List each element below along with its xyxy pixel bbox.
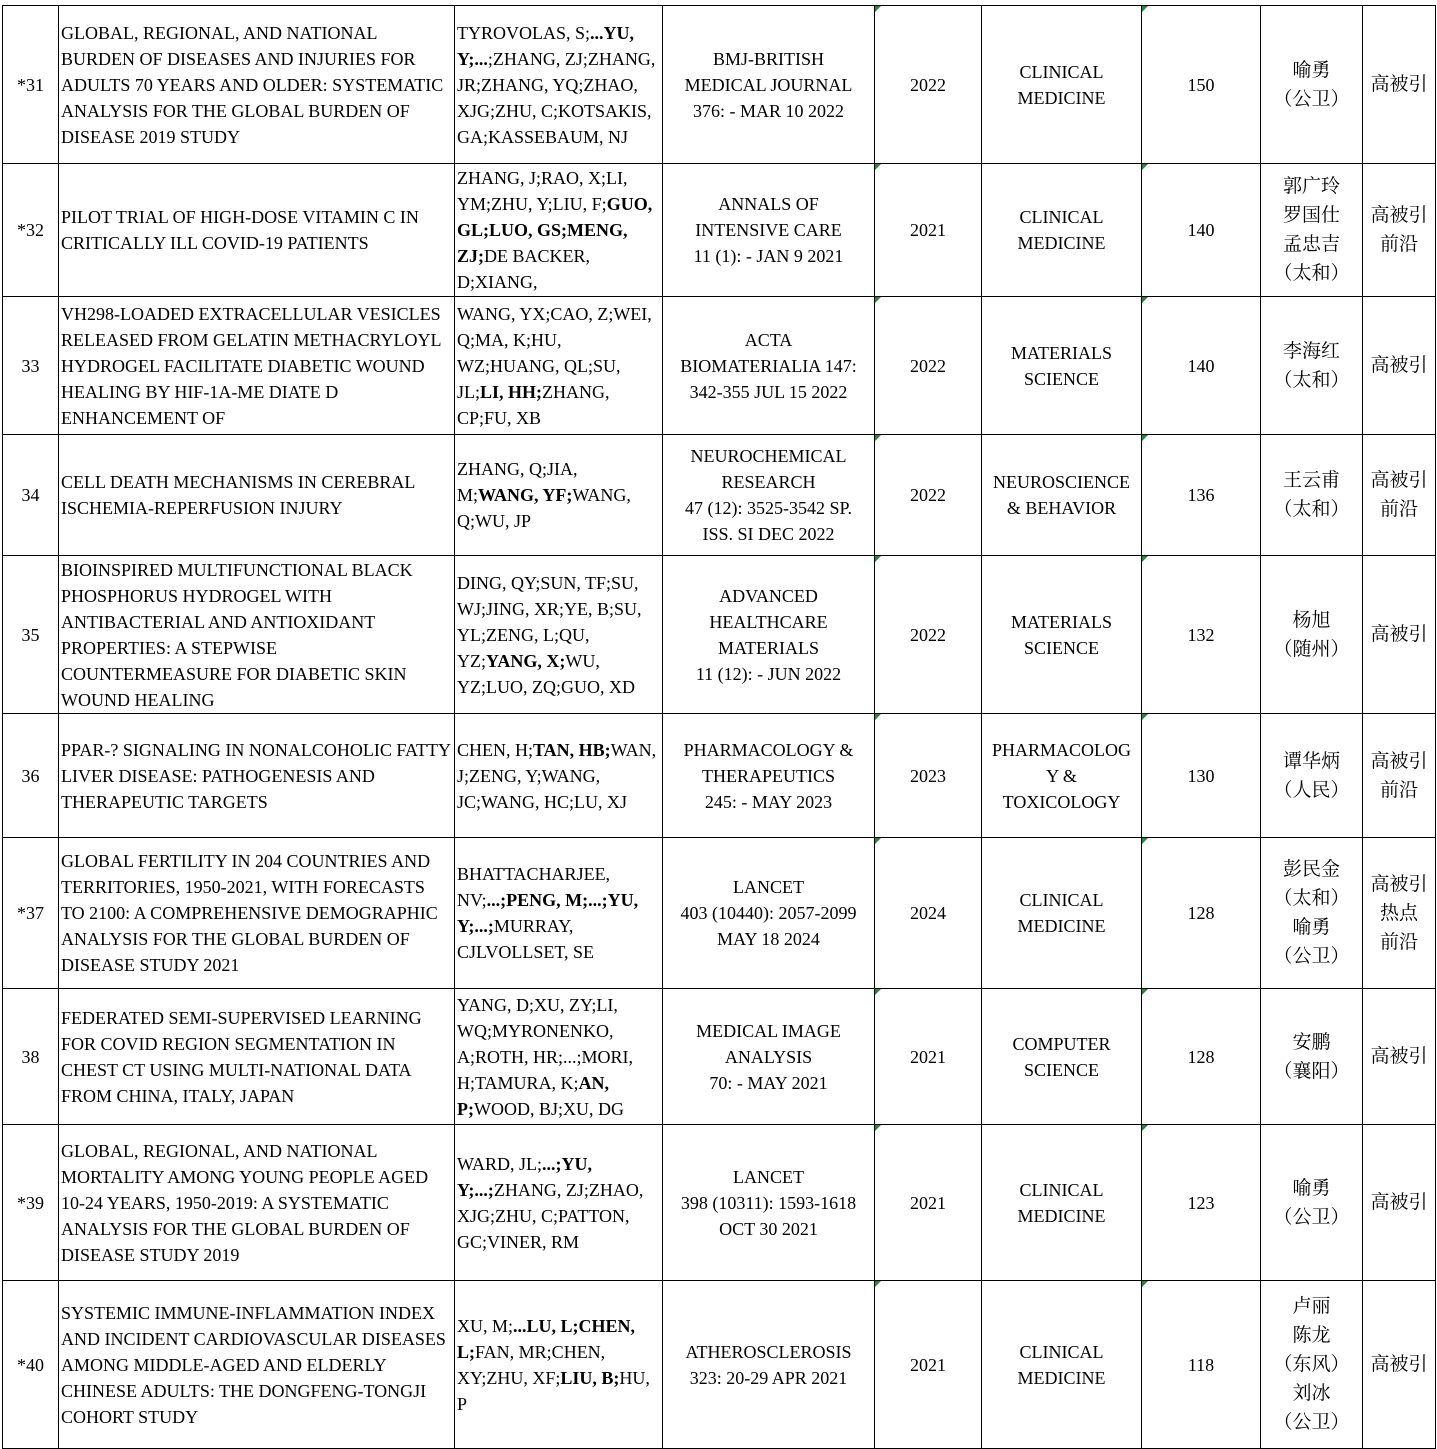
row-number: *31 (3, 6, 59, 164)
tags-line: 热点 (1379, 901, 1418, 924)
highlighted-author: ...YU, Y;... (457, 22, 635, 69)
author-text: ZHANG, Q;JIA, M; (457, 459, 578, 505)
journal-cell (663, 1281, 875, 1449)
table-row (3, 164, 1436, 297)
paper-title: CELL DEATH MECHANISMS IN CEREBRAL ISCHEMIA-REPERFUSION INJURY (59, 435, 455, 556)
persons-line: 王云甫 (1282, 469, 1340, 491)
field-line: MATERIALS (1010, 342, 1112, 363)
persons-line: （东风） (1273, 1353, 1350, 1375)
citations-cell: 128 (1142, 838, 1261, 989)
persons-line: 李海红 (1282, 339, 1340, 362)
paper-title: FEDERATED SEMI-SUPERVISED LEARNING FOR COVID REGION SEGMENTATION IN CHEST CT USING MULTI-NATIONAL DATA FROM CHINA, ITALY, JAPAN (59, 989, 455, 1125)
row-number: 35 (3, 556, 59, 714)
tag-cell (1363, 164, 1436, 297)
person-cell (1261, 838, 1363, 989)
field-line: CLINICAL (1019, 207, 1104, 227)
journal-line: ISS. SI DEC 2022 (702, 524, 835, 544)
table-row (3, 989, 1436, 1125)
person-cell (1261, 6, 1363, 164)
highlighted-author: LIU, B; (560, 1367, 620, 1388)
persons-line: （太和） (1273, 368, 1350, 391)
field-line: CLINICAL (1019, 61, 1104, 82)
field-line: TOXICOLOGY (1002, 791, 1121, 812)
journal-line: MATERIALS (717, 637, 819, 658)
author-text: ZHANG, ZJ;ZHAO, XJG;ZHU, C;PATTON, GC;VINER, RM (457, 1179, 644, 1252)
table-row (3, 714, 1436, 838)
tags-line: 高被引 (1370, 1353, 1428, 1375)
person-cell (1261, 1125, 1363, 1281)
tags-line: 前沿 (1379, 930, 1418, 953)
persons-line: 喻勇 (1292, 916, 1331, 938)
persons-line: 郭广玲 (1282, 175, 1340, 197)
year-cell: 2022 (875, 435, 982, 556)
author-text: HU, P (457, 1367, 650, 1414)
paper-title: PILOT TRIAL OF HIGH-DOSE VITAMIN C IN CRITICALLY ILL COVID-19 PATIENTS (59, 164, 455, 297)
author-text: WU, YZ;LUO, ZQ;GUO, XD (457, 650, 635, 697)
persons-line: 安鹏 (1292, 1030, 1331, 1053)
journal-cell (663, 297, 875, 435)
person-cell (1261, 435, 1363, 556)
field-line: & BEHAVIOR (1006, 498, 1117, 518)
person-cell (1261, 297, 1363, 435)
journal-line: NEUROCHEMICAL (690, 446, 847, 466)
year-cell: 2023 (875, 714, 982, 838)
field-line: MATERIALS (1010, 611, 1112, 632)
field-cell (982, 556, 1142, 714)
persons-line: （公卫） (1273, 1205, 1350, 1228)
row-number: *37 (3, 838, 59, 989)
journal-line: MEDICAL IMAGE (696, 1020, 841, 1041)
author-text: BHATTACHARJEE, NV; (457, 864, 611, 910)
persons-line: （人民） (1273, 778, 1350, 801)
authors-cell (455, 164, 663, 297)
journal-line: 342-355 JUL 15 2022 (689, 381, 848, 402)
author-text: CHEN, H; (457, 739, 533, 760)
highlighted-author: GUO, GL;LUO, GS;MENG, ZJ; (457, 194, 653, 266)
field-line: MEDICINE (1017, 916, 1106, 936)
persons-line: （公卫） (1273, 87, 1350, 110)
persons-line: 孟忠吉 (1282, 233, 1340, 255)
authors-cell (455, 556, 663, 714)
field-cell (982, 1281, 1142, 1449)
field-line: PHARMACOLOG (991, 739, 1132, 760)
field-cell (982, 1125, 1142, 1281)
tag-cell (1363, 1125, 1436, 1281)
journal-cell (663, 838, 875, 989)
field-cell (982, 989, 1142, 1125)
row-number: 38 (3, 989, 59, 1125)
person-cell (1261, 556, 1363, 714)
journal-line: ACTA (744, 329, 793, 350)
paper-title: PPAR-? SIGNALING IN NONALCOHOLIC FATTY LIVER DISEASE: PATHOGENESIS AND THERAPEUTIC TARGETS (59, 714, 455, 838)
persons-line: 喻勇 (1292, 58, 1331, 81)
field-line: MEDICINE (1017, 87, 1106, 108)
tags-line: 前沿 (1379, 233, 1418, 255)
persons-line: （公卫） (1273, 945, 1350, 967)
citations-cell: 150 (1142, 6, 1261, 164)
journal-line: BMJ-BRITISH (712, 48, 824, 69)
person-cell (1261, 164, 1363, 297)
persons-line: 喻勇 (1292, 1176, 1331, 1199)
citations-cell: 140 (1142, 164, 1261, 297)
journal-cell (663, 556, 875, 714)
persons-line: 罗国仕 (1282, 204, 1340, 226)
paper-title: GLOBAL, REGIONAL, AND NATIONAL BURDEN OF DISEASES AND INJURIES FOR ADULTS 70 YEARS AND OLDER: SYSTEMATIC ANALYSIS FOR THE GLOBAL BURDEN OF DISEASE 2019 STUDY (59, 6, 455, 164)
persons-line: 卢丽 (1292, 1295, 1331, 1317)
citations-cell: 128 (1142, 989, 1261, 1125)
author-text: YANG, D;XU, ZY;LI, WQ;MYRONENKO, A;ROTH, HR;...;MORI, H;TAMURA, K; (457, 994, 634, 1093)
author-text: WANG, YX;CAO, Z;WEI, Q;MA, K;HU, WZ;HUANG, QL;SU, JL; (457, 303, 652, 402)
journal-line: 11 (1): - JAN 9 2021 (693, 246, 844, 266)
journal-cell (663, 1125, 875, 1281)
year-cell: 2021 (875, 164, 982, 297)
author-text: ZHANG, CP;FU, XB (457, 381, 610, 428)
table-row (3, 838, 1436, 989)
journal-line: INTENSIVE CARE (695, 220, 842, 240)
year-cell: 2021 (875, 1281, 982, 1449)
paper-title: GLOBAL FERTILITY IN 204 COUNTRIES AND TERRITORIES, 1950-2021, WITH FORECASTS TO 2100: A COMPREHENSIVE DEMOGRAPHIC ANALYSIS FOR THE GLOBAL BURDEN OF DISEASE STUDY 2021 (59, 838, 455, 989)
year-cell: 2022 (875, 6, 982, 164)
journal-cell (663, 435, 875, 556)
person-cell (1261, 714, 1363, 838)
journal-line: ADVANCED (719, 585, 818, 606)
field-line: CLINICAL (1019, 1341, 1104, 1362)
journal-cell (663, 164, 875, 297)
tag-cell (1363, 989, 1436, 1125)
tag-cell (1363, 1281, 1436, 1449)
field-line: NEUROSCIENCE (992, 472, 1130, 492)
persons-line: （太和） (1273, 262, 1350, 284)
table-row (3, 435, 1436, 556)
highlighted-author: LI, HH; (480, 381, 543, 402)
person-cell (1261, 1281, 1363, 1449)
paper-title: GLOBAL, REGIONAL, AND NATIONAL MORTALITY AMONG YOUNG PEOPLE AGED 10-24 YEARS, 1950-2019: A SYSTEMATIC ANALYSIS FOR THE GLOBAL BURDEN OF DISEASE STUDY 2019 (59, 1125, 455, 1281)
year-cell: 2021 (875, 989, 982, 1125)
field-cell (982, 297, 1142, 435)
paper-title: SYSTEMIC IMMUNE-INFLAMMATION INDEX AND INCIDENT CARDIOVASCULAR DISEASES AMONG MIDDLE-AGED AND ELDERLY CHINESE ADULTS: THE DONGFENG-TONGJI COHORT STUDY (59, 1281, 455, 1449)
field-line: SCIENCE (1023, 368, 1099, 389)
author-text: FAN, MR;CHEN, XY;ZHU, XF; (457, 1341, 606, 1388)
tag-cell (1363, 435, 1436, 556)
field-line: MEDICINE (1017, 1367, 1106, 1388)
citations-cell: 132 (1142, 556, 1261, 714)
year-cell: 2024 (875, 838, 982, 989)
journal-line: OCT 30 2021 (719, 1218, 818, 1239)
journal-line: 11 (12): - JUN 2022 (695, 663, 842, 684)
papers-table (2, 5, 1436, 1449)
table-row (3, 556, 1436, 714)
author-text: MURRAY, CJLVOLLSET, SE (457, 916, 595, 962)
citations-cell: 118 (1142, 1281, 1261, 1449)
author-text: DE BACKER, D;XIANG, (457, 246, 591, 292)
field-cell (982, 435, 1142, 556)
persons-line: 陈龙 (1292, 1324, 1331, 1346)
journal-line: LANCET (733, 877, 804, 897)
journal-line: 323: 20-29 APR 2021 (689, 1367, 848, 1388)
tags-line: 高被引 (1370, 354, 1428, 376)
journal-cell (663, 989, 875, 1125)
highlighted-author: ...;PENG, M;...;YU, Y;...; (457, 890, 639, 936)
journal-line: ATHEROSCLEROSIS (685, 1341, 852, 1362)
tags-line: 高被引 (1370, 469, 1428, 491)
tags-line: 前沿 (1379, 498, 1418, 520)
author-text: WAN, J;ZENG, Y;WANG, JC;WANG, HC;LU, XJ (457, 739, 657, 812)
highlighted-author: YANG, X; (486, 650, 566, 671)
journal-line: 403 (10440): 2057-2099 (680, 903, 857, 923)
authors-cell (455, 1281, 663, 1449)
author-text: ZHANG, J;RAO, X;LI, YM;ZHU, Y;LIU, F; (457, 168, 628, 214)
authors-cell (455, 6, 663, 164)
field-line: SCIENCE (1023, 1059, 1099, 1080)
paper-title: VH298-LOADED EXTRACELLULAR VESICLES RELEASED FROM GELATIN METHACRYLOYL HYDROGEL FACILITATE DIABETIC WOUND HEALING BY HIF-1A-ME DIATE D ENHANCEMENT OF (59, 297, 455, 435)
journal-cell (663, 6, 875, 164)
tags-line: 高被引 (1370, 1191, 1428, 1213)
persons-line: （太和） (1273, 887, 1350, 909)
journal-line: 245: - MAY 2023 (704, 791, 833, 812)
persons-line: （襄阳） (1273, 1059, 1350, 1082)
table-row (3, 297, 1436, 435)
author-text: WOOD, BJ;XU, DG (474, 1098, 624, 1119)
journal-line: BIOMATERIALIA 147: (680, 355, 857, 376)
field-line: CLINICAL (1019, 1179, 1104, 1200)
persons-line: 杨旭 (1292, 608, 1331, 631)
author-text: WANG, Q;WU, JP (457, 485, 631, 531)
tags-line: 高被引 (1370, 204, 1428, 226)
journal-line: 376: - MAR 10 2022 (692, 100, 844, 121)
tags-line: 高被引 (1370, 872, 1428, 895)
journal-line: PHARMACOLOGY & (683, 739, 854, 760)
citations-cell: 136 (1142, 435, 1261, 556)
citations-cell: 130 (1142, 714, 1261, 838)
highlighted-author: ...LU, L;CHEN, L; (457, 1315, 636, 1362)
journal-line: 398 (10311): 1593-1618 (680, 1192, 857, 1213)
field-line: MEDICINE (1017, 1205, 1106, 1226)
person-cell (1261, 989, 1363, 1125)
citations-cell: 123 (1142, 1125, 1261, 1281)
tag-cell (1363, 297, 1436, 435)
field-line: SCIENCE (1023, 637, 1099, 658)
persons-line: 彭民金 (1282, 858, 1340, 880)
row-number: 33 (3, 297, 59, 435)
row-number: *39 (3, 1125, 59, 1281)
year-cell: 2022 (875, 556, 982, 714)
row-number: *40 (3, 1281, 59, 1449)
highlighted-author: WANG, YF; (478, 485, 573, 505)
field-cell (982, 6, 1142, 164)
highlighted-author: AN, P; (457, 1072, 610, 1119)
field-line: COMPUTER (1012, 1033, 1111, 1054)
highlighted-author: TAN, HB; (533, 739, 611, 760)
journal-line: RESEARCH (721, 472, 816, 492)
table-row (3, 1125, 1436, 1281)
authors-cell (455, 714, 663, 838)
journal-line: MAY 18 2024 (717, 929, 820, 949)
citations-cell: 140 (1142, 297, 1261, 435)
row-number: 34 (3, 435, 59, 556)
persons-line: 刘冰 (1292, 1382, 1331, 1404)
journal-line: 47 (12): 3525-3542 SP. (684, 498, 852, 518)
paper-title: BIOINSPIRED MULTIFUNCTIONAL BLACK PHOSPHORUS HYDROGEL WITH ANTIBACTERIAL AND ANTIOXIDANT PROPERTIES: A STEPWISE COUNTERMEASURE FOR DIABETIC SKIN WOUND HEALING (59, 556, 455, 714)
field-line: CLINICAL (1019, 890, 1104, 910)
authors-cell (455, 435, 663, 556)
author-text: ;ZHANG, ZJ;ZHANG, JR;ZHANG, YQ;ZHAO, XJG;ZHU, C;KOTSAKIS, GA;KASSEBAUM, NJ (457, 48, 656, 147)
table-row (3, 6, 1436, 164)
field-cell (982, 838, 1142, 989)
persons-line: 谭华炳 (1282, 749, 1340, 772)
journal-line: LANCET (733, 1166, 804, 1187)
tags-line: 前沿 (1379, 778, 1418, 801)
authors-cell (455, 297, 663, 435)
table-body (3, 6, 1436, 1449)
journal-cell (663, 714, 875, 838)
journal-line: MEDICAL JOURNAL (684, 74, 853, 95)
persons-line: （公卫） (1273, 1411, 1350, 1433)
highlighted-author: ...;YU, Y;...; (457, 1153, 592, 1200)
field-line: Y & (1046, 765, 1077, 786)
persons-line: （太和） (1273, 498, 1350, 520)
journal-line: ANALYSIS (724, 1046, 813, 1067)
table-row (3, 1281, 1436, 1449)
tags-line: 高被引 (1370, 73, 1428, 95)
author-text: DING, QY;SUN, TF;SU, WJ;JING, XR;YE, B;SU, YL;ZENG, L;QU, YZ; (457, 572, 642, 671)
tag-cell (1363, 6, 1436, 164)
tags-line: 高被引 (1370, 749, 1428, 772)
tag-cell (1363, 556, 1436, 714)
author-text: XU, M; (457, 1315, 514, 1336)
tag-cell (1363, 714, 1436, 838)
authors-cell (455, 989, 663, 1125)
year-cell: 2022 (875, 297, 982, 435)
tag-cell (1363, 838, 1436, 989)
journal-line: THERAPEUTICS (701, 765, 835, 786)
journal-line: ANNALS OF (718, 194, 819, 214)
journal-line: 70: - MAY 2021 (709, 1072, 828, 1093)
field-line: MEDICINE (1017, 233, 1106, 253)
year-cell: 2021 (875, 1125, 982, 1281)
author-text: WARD, JL; (457, 1153, 542, 1174)
row-number: 36 (3, 714, 59, 838)
author-text: TYROVOLAS, S; (457, 22, 591, 43)
authors-cell (455, 838, 663, 989)
field-cell (982, 164, 1142, 297)
authors-cell (455, 1125, 663, 1281)
persons-line: （随州） (1273, 637, 1350, 660)
field-cell (982, 714, 1142, 838)
journal-line: HEALTHCARE (709, 611, 828, 632)
tags-line: 高被引 (1370, 1045, 1428, 1067)
tags-line: 高被引 (1370, 623, 1428, 645)
row-number: *32 (3, 164, 59, 297)
